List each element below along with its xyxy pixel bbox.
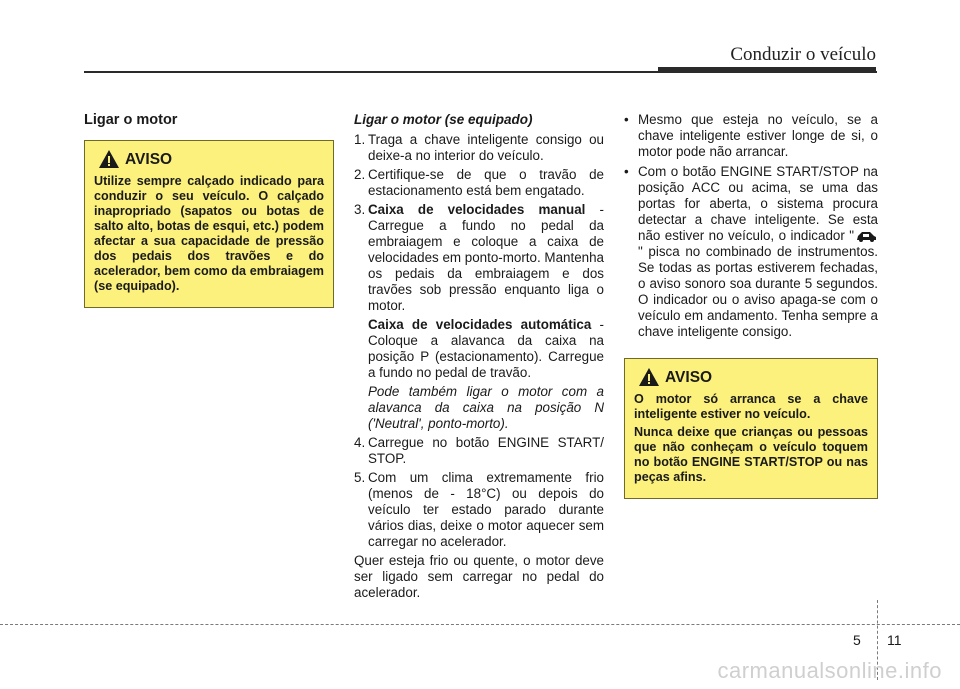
automatic-gearbox-label: Caixa de velocidades automática bbox=[368, 317, 592, 332]
automatic-gearbox-text: - Coloque a alavanca da caixa na posição P (estacionamento). Carregue a fundo no pedal de travão. bbox=[368, 317, 604, 380]
warning-triangle-icon bbox=[98, 149, 120, 169]
footer-rule bbox=[0, 624, 960, 625]
step-text: Com um clima extremamente frio (menos de - 18°C) ou depois do veículo ter estado parado durante vários dias, deixe o motor aquecer sem carregar no acelerador. bbox=[368, 470, 604, 549]
page-header-title: Conduzir o veículo bbox=[730, 44, 876, 65]
warning-title: AVISO bbox=[665, 368, 713, 386]
warning-box-footwear bbox=[84, 140, 334, 308]
header-rule-accent bbox=[658, 67, 876, 73]
step-number: 3. bbox=[354, 202, 366, 217]
bullet-item bbox=[624, 164, 878, 340]
warning-triangle-icon bbox=[638, 367, 660, 387]
bullet-dot: • bbox=[624, 112, 629, 127]
section-number: 5 bbox=[853, 632, 861, 648]
step-4 bbox=[354, 435, 604, 467]
step-text: Carregue no botão ENGINE START/ STOP. bbox=[368, 435, 604, 466]
step-3 bbox=[354, 202, 604, 314]
step-5 bbox=[354, 470, 604, 550]
column-2 bbox=[354, 112, 604, 603]
step-text: Traga a chave inteligente consigo ou deixe-a no interior do veículo. bbox=[368, 132, 604, 163]
warning-text-1: O motor só arranca se a chave inteligente estiver no veículo. bbox=[634, 392, 868, 421]
subsection-heading: Ligar o motor (se equipado) bbox=[354, 112, 533, 127]
automatic-gearbox-paragraph bbox=[368, 317, 604, 381]
warning-text-2: Nunca deixe que crianças ou pessoas que não conheçam o veículo toquem no botão ENGINE START/STOP ou nas peças afins. bbox=[634, 425, 868, 484]
column-1 bbox=[84, 112, 334, 308]
warning-box-smart-key bbox=[624, 358, 878, 499]
column-3 bbox=[624, 112, 878, 499]
warning-header bbox=[634, 367, 868, 387]
page-number: 11 bbox=[887, 632, 902, 648]
closing-paragraph: Quer esteja frio ou quente, o motor deve ser ligado sem carregar no pedal do acelerador. bbox=[354, 553, 604, 600]
bullet-dot: • bbox=[624, 164, 629, 179]
section-heading: Ligar o motor bbox=[84, 112, 178, 128]
watermark: carmanualsonline.info bbox=[717, 658, 942, 683]
step-text: Certifique-se de que o travão de estacionamento está bem engatado. bbox=[368, 167, 604, 198]
warning-header bbox=[94, 149, 324, 169]
manual-gearbox-label: Caixa de velocidades manual bbox=[368, 202, 586, 217]
step-number: 5. bbox=[354, 470, 366, 485]
step-text bbox=[368, 202, 604, 314]
warning-title: AVISO bbox=[125, 150, 173, 168]
step-number: 1. bbox=[354, 132, 366, 147]
bullet-text-part-2: " pisca no combinado de instrumentos. Se todas as portas estiverem fechadas, o aviso sonoro soa durante 5 segundos. O indicador ou o aviso apaga-se com o veículo em andamento. Tenha sempre a chave inteligente consigo. bbox=[638, 244, 878, 339]
step-1 bbox=[354, 132, 604, 164]
smart-key-indicator-icon bbox=[854, 229, 878, 243]
step-number: 2. bbox=[354, 167, 366, 182]
neutral-note: Pode também ligar o motor com a alavanca da caixa na posição N ('Neutral', ponto-morto). bbox=[368, 384, 604, 431]
bullet-text bbox=[638, 164, 878, 340]
bullet-text: Mesmo que esteja no veículo, se a chave inteligente estiver longe de si, o motor pode não arrancar. bbox=[638, 112, 878, 159]
warning-text: Utilize sempre calçado indicado para conduzir o seu veículo. O calçado inapropriado (sapatos ou botas de salto alto, botas de esqui, etc.) podem afectar a sua capacidade de pressão dos pedais dos travões e do acelerador, bem como da embraiagem (se equipado). bbox=[94, 174, 324, 293]
bullet-item bbox=[624, 112, 878, 160]
step-number: 4. bbox=[354, 435, 366, 450]
step-2 bbox=[354, 167, 604, 199]
bullet-text-part-1: Com o botão ENGINE START/STOP na posição ACC ou acima, se uma das portas for aberta, o sistema procura detectar a chave inteligente. Se esta não estiver no veículo, o indicador " bbox=[638, 164, 878, 243]
manual-gearbox-text: - Carregue a fundo no pedal da embraiagem e coloque a caixa de velocidades em ponto-morto. Mantenha os pedais da embraiagem e dos travões sob pressão enquanto liga o motor. bbox=[368, 202, 604, 313]
